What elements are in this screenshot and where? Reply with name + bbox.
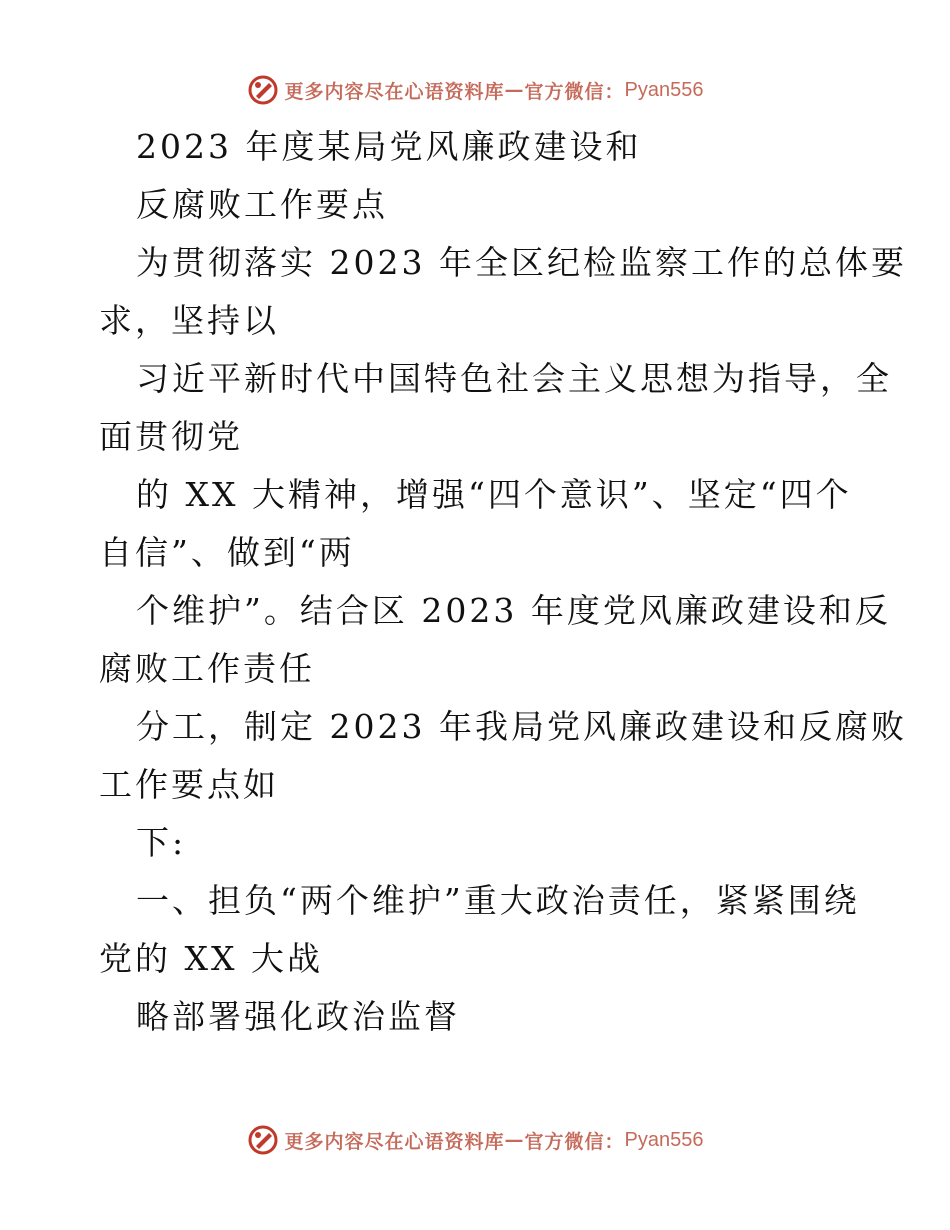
wechat-label: 官方微信： [524,1130,625,1153]
doc-title-line-1: 2023 年度某局党风廉政建设和 [136,127,642,166]
wechat-label: 官方微信： [524,80,625,103]
footer-banner [0,1122,950,1158]
doc-text-line: 的 XX 大精神，增强“四个意识”、坚定“四个 [136,475,852,514]
banner-dash: — [504,79,525,101]
doc-text-line: 分工，制定 2023 年我局党风廉政建设和反腐败 [136,707,907,746]
header-banner [0,72,950,108]
section-heading-line: 一、担负“两个维护”重大政治责任，紧紧围绕 [136,881,860,920]
doc-text-line: 个维护”。结合区 2023 年度党风廉政建设和反 [136,591,891,630]
doc-text-line: 为贯彻落实 2023 年全区纪检监察工作的总体要 [136,243,907,282]
banner-dash: — [504,1129,525,1151]
doc-text-line: 面贯彻党 [99,417,243,456]
brand-logo-icon [247,1124,279,1156]
section-heading-line: 党的 XX 大战 [99,939,323,978]
doc-text-line: 自信”、做到“两 [99,533,355,572]
brand-logo-icon [247,74,279,106]
doc-text-line: 工作要点如 [99,765,279,804]
doc-text-line: 腐败工作责任 [99,649,315,688]
section-heading-line: 略部署强化政治监督 [136,997,460,1036]
wechat-id: Pyan556 [624,1128,704,1151]
doc-text-line: 求，坚持以 [99,301,279,340]
promo-text: 更多内容尽在心语资料库 [284,1130,505,1153]
doc-text-line: 下: [136,823,187,862]
doc-text-line: 习近平新时代中国特色社会主义思想为指导，全 [136,359,892,398]
doc-title-line-2: 反腐败工作要点 [136,185,388,224]
wechat-id: Pyan556 [624,78,704,101]
promo-text: 更多内容尽在心语资料库 [284,80,505,103]
